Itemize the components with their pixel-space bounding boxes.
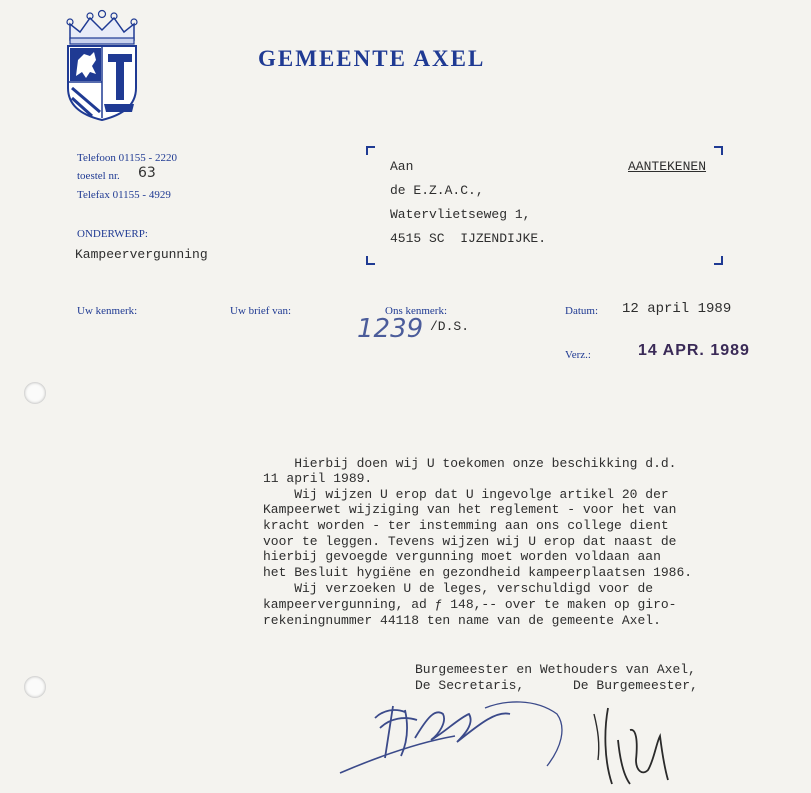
body-line-7: hierbij gevoegde vergunning moet worden voldaan aan: [263, 549, 661, 564]
body-line-11: rekeningnummer 44118 ten name van de gemeente Axel.: [263, 613, 661, 628]
body-line-3: Wij wijzen U erop dat U ingevolge artikel 20 der: [263, 487, 669, 502]
punch-hole-top: [24, 382, 46, 404]
sent-label: Verz.:: [565, 349, 591, 361]
mayor-signature-icon: [590, 700, 710, 793]
body-line-6: voor te leggen. Tevens wijzen wij U erop dat naast de: [263, 534, 677, 549]
body-line-9: Wij verzoeken U de leges, verschuldigd voor de: [263, 581, 654, 596]
fax-label: Telefax 01155 - 4929: [77, 189, 171, 201]
closing-line: Burgemeester en Wethouders van Axel,: [415, 662, 696, 677]
window-corner-top-left: [366, 146, 375, 155]
extension-label: toestel nr.: [77, 170, 120, 182]
body-line-2: 11 april 1989.: [263, 471, 373, 486]
extension-value: 63: [138, 165, 156, 181]
window-corner-top-right: [714, 146, 723, 155]
our-reference-label: Ons kenmerk:: [385, 305, 448, 317]
body-line-8: het Besluit hygiëne en gezondheid kampeerplaatsen 1986.: [263, 565, 693, 580]
your-reference-label: Uw kenmerk:: [77, 305, 138, 317]
closing-secretary: De Secretaris,: [415, 678, 525, 693]
body-line-4: Kampeerwet wijziging van het reglement - voor het van: [263, 502, 677, 517]
subject-label: ONDERWERP:: [77, 228, 148, 240]
registered-mail-label: AANTEKENEN: [628, 159, 707, 174]
punch-hole-bottom: [24, 676, 46, 698]
date-value: 12 april 1989: [622, 301, 732, 317]
secretary-signature-icon: [335, 688, 575, 783]
body-line-1: Hierbij doen wij U toekomen onze beschikking d.d.: [263, 456, 677, 471]
our-reference-typed: /D.S.: [430, 319, 470, 334]
municipality-title: GEMEENTE AXEL: [258, 46, 486, 71]
window-corner-bottom-right: [714, 256, 723, 265]
subject-value: Kampeervergunning: [75, 247, 208, 262]
your-letter-label: Uw brief van:: [230, 305, 292, 317]
sent-date-stamp: 14 APR. 1989: [638, 342, 750, 359]
address-line-4: 4515 SC IJZENDIJKE.: [390, 231, 547, 246]
body-line-5: kracht worden - ter instemming aan ons college dient: [263, 518, 669, 533]
phone-label: Telefoon 01155 - 2220: [77, 152, 177, 164]
coat-of-arms-icon: [62, 8, 142, 124]
body-line-10: kampeervergunning, ad ƒ 148,-- over te maken op giro-: [263, 597, 677, 612]
window-corner-bottom-left: [366, 256, 375, 265]
our-reference-handwritten: 1239: [357, 314, 424, 344]
address-line-1: Aan: [390, 159, 414, 174]
address-line-3: Watervlietseweg 1,: [390, 207, 531, 222]
date-label: Datum:: [565, 305, 598, 317]
address-line-2: de E.Z.A.C.,: [390, 183, 484, 198]
closing-mayor: De Burgemeester,: [573, 678, 698, 693]
